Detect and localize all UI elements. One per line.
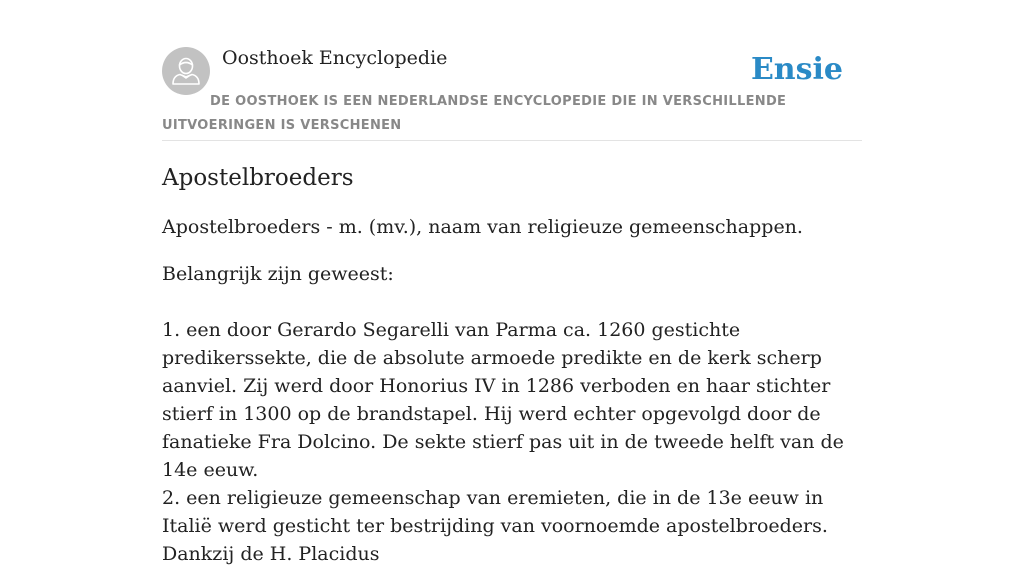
article [162, 162, 862, 568]
source-title[interactable]: Oosthoek Encyclopedie [222, 47, 448, 69]
source-header [162, 46, 862, 141]
list-item: 2. een religieuze gemeenschap van eremieten, die in de 13e eeuw in Italië werd gesticht ter bestrijding van voornoemde apostelbroeders. Dankzij de H. Placidus [162, 487, 828, 565]
article-title: Apostelbroeders [162, 165, 354, 191]
list-item: 1. een door Gerardo Segarelli van Parma ca. 1260 gestichte predikerssekte, die de absolute armoede predikte en de kerk scherp aanviel. Zij werd door Honorius IV in 1286 verboden en haar stichter stierf in 1300 op de brandstapel. Hij werd echter opgevolgd door de fanatieke Fra Dolcino. De sekte stierf pas uit in de tweede helft van de 14e eeuw. [162, 319, 844, 481]
article-intro: Belangrijk zijn geweest: [162, 263, 394, 285]
article-definition: Apostelbroeders - m. (mv.), naam van religieuze gemeenschappen. [162, 216, 803, 238]
source-description: DE OOSTHOEK IS EEN NEDERLANDSE ENCYCLOPEDIE DIE IN VERSCHILLENDE UITVOERINGEN IS VERSCHENEN [162, 94, 787, 133]
avatar[interactable] [162, 47, 210, 95]
user-icon [162, 47, 210, 95]
brand-logo[interactable]: Ensie [750, 52, 843, 87]
